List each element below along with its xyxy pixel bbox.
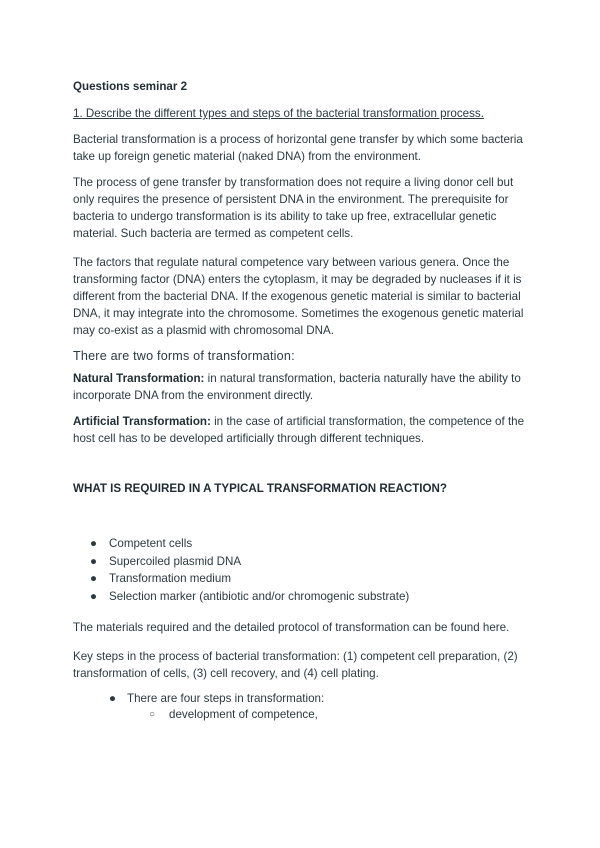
- section-heading: WHAT IS REQUIRED IN A TYPICAL TRANSFORMATION REACTION?: [73, 482, 447, 495]
- sub-steps-list: [73, 707, 533, 723]
- list-item: ● Supercoiled plasmid DNA: [73, 553, 533, 571]
- list-item: ● Selection marker (antibiotic and/or chromogenic substrate): [73, 588, 533, 606]
- natural-transformation-text: in natural transformation, bacteria naturally have the ability to incorporate DNA from the environment directly.: [73, 372, 521, 402]
- bullet-icon: ●: [90, 572, 98, 585]
- question-heading: 1. Describe the different types and steps of the bacterial transformation process.: [73, 107, 484, 120]
- list-item: ○ development of competence,: [149, 708, 318, 721]
- paragraph-gene-transfer: The process of gene transfer by transformation does not require a living donor cell but only requires the presence of persistent DNA in the environment. The prerequisite for bacteria to undergo transformation is its ability to take up free, extracellular genetic material. Such bacteria are termed as competent cells.: [73, 176, 514, 240]
- natural-transformation-definition: [73, 370, 533, 404]
- bullet-icon: ●: [109, 692, 117, 705]
- document-page: [73, 78, 533, 723]
- requirements-list: [73, 535, 533, 605]
- paragraph-intro: Bacterial transformation is a process of horizontal gene transfer by which some bacteria take up foreign genetic material (naked DNA) from the environment.: [73, 133, 523, 163]
- artificial-transformation-term: Artificial Transformation:: [73, 415, 211, 428]
- paragraph-key-steps: Key steps in the process of bacterial transformation: (1) competent cell preparation, (2) transformation of cells, (3) cell recovery, and (4) cell plating.: [73, 650, 518, 680]
- page-title: Questions seminar 2: [73, 80, 188, 93]
- artificial-transformation-text: in the case of artificial transformation, the competence of the host cell has to be developed artificially through different techniques.: [73, 415, 525, 445]
- circle-bullet-icon: ○: [149, 709, 156, 720]
- paragraph-materials: The materials required and the detailed protocol of transformation can be found here.: [73, 621, 510, 634]
- steps-list: [73, 691, 533, 707]
- paragraph-competence-factors: The factors that regulate natural competence vary between various genera. Once the transforming factor (DNA) enters the cytoplasm, it may be degraded by nucleases if it is different from the bacterial DNA. If the exogenous genetic material is similar to bacterial DNA, it may integrate into the chromosome. Sometimes the exogenous genetic material may co-exist as a plasmid with chromosomal DNA.: [73, 256, 524, 337]
- list-item: ● There are four steps in transformation:: [109, 692, 325, 705]
- list-item: ● Transformation medium: [73, 570, 533, 588]
- list-item: ● Competent cells: [73, 535, 533, 553]
- bullet-icon: ●: [90, 589, 98, 603]
- artificial-transformation-definition: [73, 413, 533, 447]
- bullet-icon: ●: [90, 554, 98, 568]
- natural-transformation-term: Natural Transformation:: [73, 372, 205, 385]
- bullet-icon: ●: [90, 537, 98, 550]
- forms-heading: There are two forms of transformation:: [73, 349, 295, 363]
